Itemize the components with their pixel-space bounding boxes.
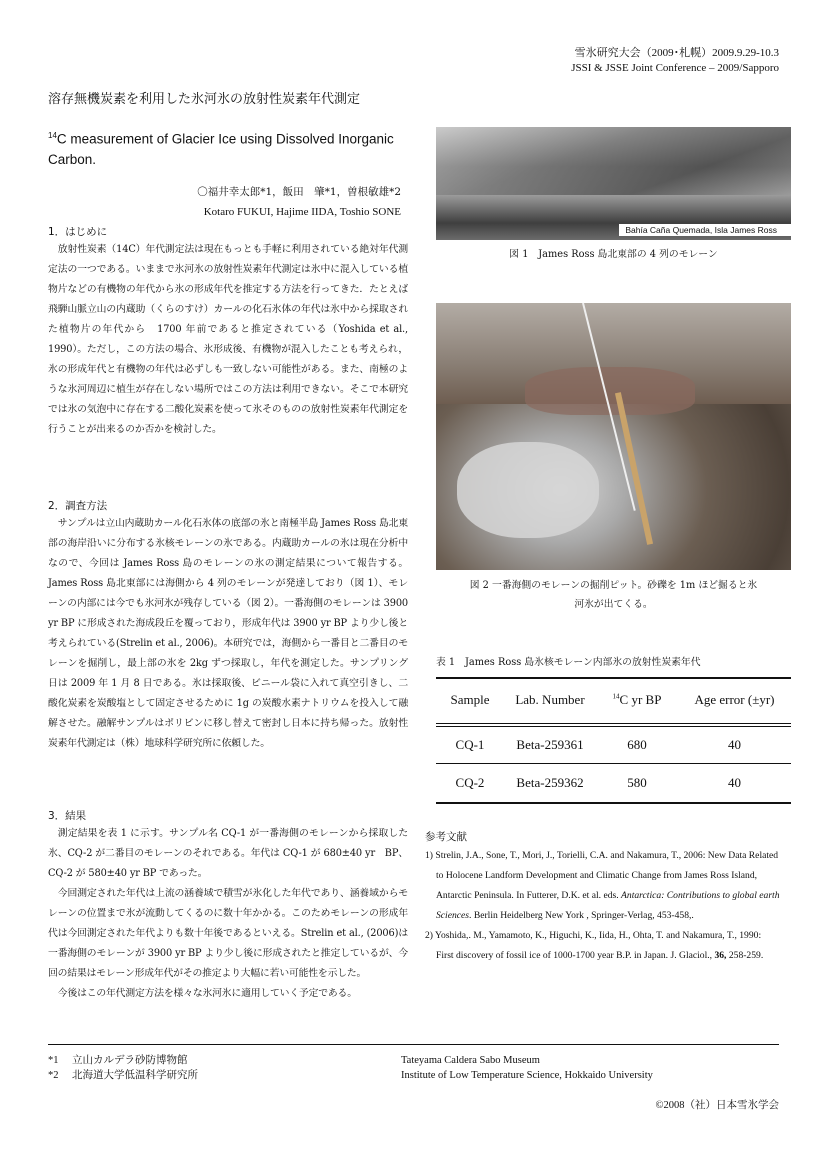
table1 — [436, 677, 791, 804]
table1-header-lab: Lab. Number — [515, 692, 585, 707]
reference-1: 1) Strelin, J.A., Sone, T., Mori, J., Torielli, C.A. and Nakamura, T., 2006: New Data Related to Holocene Landform Development and Climatic Change from James Ross Island, Antarctic Peninsula. In Futterer, D.K. et al. eds. Antarctica: Contributions to global earth Sciences. Berlin Heidelberg New York , Springer-Verlag, 453-458,. — [425, 850, 780, 921]
table1-header-age: $^{14}$C yr BP — [612, 692, 662, 707]
figure1-caption: 図 1 James Ross 島北東部の 4 列のモレーン — [509, 249, 718, 260]
copyright: ©2008（社）日本雪氷学会 — [655, 1100, 779, 1111]
table1-bottom-rule — [436, 802, 791, 804]
reference-2: 2) Yoshida,. M., Yamamoto, K., Higuchi, K., Iida, H., Ohta, T. and Nakamura, T., 1990: First discovery of fossil ice of 1000-1700 year B.P. in Japan. J. Glaciol., 36, 258-259. — [425, 930, 764, 961]
table1-header-sample: Sample — [450, 692, 490, 707]
figure1-photo-label: Bahía Caña Quemada, Isla James Ross — [619, 224, 791, 236]
table1-body — [436, 727, 791, 763]
section2-body — [48, 514, 408, 754]
conference-header — [571, 46, 779, 76]
table1-grid — [436, 679, 791, 721]
figure2-caption — [436, 576, 791, 614]
section3-paragraph-2: 今回測定された年代は上流の涵養域で積雪が氷化した年代であり、涵養域からモレーンの位置まで氷が流動してくるのに数十年かかる。このためモレーンの形成年代は今回測定された年代よりも数十年後であるといえる。Strelin et al., (2006)は一番海側のモレーンが 3900 yr BP より少し後に形成されたと推定しているが、今回の結果はモレーン形成年代がその推定より大幅に若い可能性を示した。 — [48, 888, 408, 979]
figure1-photo — [436, 127, 791, 240]
title-sup: 14 — [48, 131, 57, 140]
table1-header-error: Age error (±yr) — [694, 692, 775, 707]
table-row — [436, 727, 791, 763]
section3-heading: 3．結果 — [48, 810, 87, 822]
table1-cell-sample: CQ-1 — [455, 737, 485, 752]
footnotes-jp — [48, 1053, 198, 1083]
footnote-2-jp: *2 北海道大学低温科学研究所 — [48, 1070, 198, 1081]
table1-body-2 — [436, 764, 791, 802]
table1-cell-error: 40 — [728, 775, 741, 790]
figure2-pickaxe-handle — [615, 392, 653, 545]
table1-rule-1 — [436, 723, 791, 724]
conference-header-jp: 雪氷研究大会（2009･札幌）2009.9.29-10.3 — [574, 47, 779, 59]
figure2-caption-line1: 図 2 一番海側のモレーンの掘削ピット。砂礫を 1m ほど掘ると氷 — [469, 580, 758, 591]
footer-rule — [48, 1044, 779, 1045]
title-english: $^{14}$C measurement of Glacier Ice using Dissolved Inorganic Carbon. — [48, 131, 394, 167]
references-list — [425, 846, 781, 966]
authors-english: Kotaro FUKUI, Hajime IIDA, Toshio SONE — [203, 206, 401, 218]
references-heading: 参考文献 — [425, 831, 467, 843]
table1-header-age-sup: 14 — [612, 692, 620, 701]
table1-cell-error: 40 — [728, 737, 741, 752]
figure2-ice-exposure — [457, 442, 599, 538]
section3-paragraph-1: 測定結果を表 1 に示す。サンプル名 CQ-1 が一番海側のモレーンから採取した氷、CQ-2 が二番目のモレーンのそれである。年代は CQ-1 が 680±40 yr BP、CQ-2 が 580±40 yr BP であった。 — [48, 828, 408, 879]
table1-header-row — [436, 679, 791, 721]
table1-cell-age: 580 — [627, 775, 647, 790]
section2-paragraph: サンプルは立山内蔵助カール化石氷体の底部の氷と南極半島 James Ross 島北東部の海岸沿いに分布する氷核モレーンの氷である。内蔵助カールの氷は現在分析中なので、今回は James Ross 島のモレーンの氷の測定結果について報告する。James Ross 島北東部には海側から 4 列のモレーンが発達しており（図 1）、モレーンの内部には今でも氷河氷が残存している（図 2）。一番海側のモレーンは 3900 yr BP に形成された海成段丘を覆っており，形成年代は 3900 yr BP より少し後と考えられている(Strelin et al., 2006)。本研究では，海側から一番目と二番目のモレーンを掘削し，最上部の氷を 2kg ずつ採取し，年代を測定した。サンプリング日は 2009 年 1 月 8 日である。氷は採取後、ビニール袋に入れて真空引きし、二酸化炭素を炭酸塩として固定させるために 1g の炭酸水素ナトリウムを投入して融解させた。融解サンプルはポリビンに移し替えて密封し日本に持ち帰った。放射性炭素年代測定は（株）地球科学研究所に依頼した。 — [48, 518, 408, 749]
table1-cell-lab: Beta-259362 — [516, 775, 584, 790]
section3-body — [48, 824, 408, 1004]
authors-japanese: 〇福井幸太郎*1，飯田 肇*1，曽根敏雄*2 — [197, 186, 401, 198]
figure1-mountain — [436, 127, 791, 195]
section1-paragraph: 放射性炭素（14C）年代測定法は現在もっとも手軽に利用されている絶対年代測定法の一つである。いままで氷河氷の放射性炭素年代測定は氷中に混入している植物片などの有機物の年代から氷の形成年代を推定する方法を行ってきた．たとえば飛騨山脈立山の内蔵助（くらのすけ）カールの化石氷体の年代は氷中から採取された植物片の年代から 1700 年前であると推定されている（Yoshida et al., 1990）。ただし，この方法の場合、氷形成後、有機物が混入したことも考えられ，氷の形成年代と有機物の年代は必ずしも一致しない可能性がある。また、南極のような氷河周辺に植生が存在しない場所ではこの方法は利用できない。そこで本研究では氷の気泡中に存在する二酸化炭素を使って氷そのものの放射性炭素年代測定を行うことが出来るのか否かを検討した。 — [48, 244, 408, 435]
figure2-caption-line2: 河氷が出てくる。 — [574, 599, 653, 610]
title-japanese: 溶存無機炭素を利用した氷河氷の放射性炭素年代測定 — [48, 92, 361, 107]
table1-cell-sample: CQ-2 — [455, 775, 485, 790]
section2-heading: 2．調査方法 — [48, 500, 108, 512]
conference-header-en: JSSI & JSSE Joint Conference – 2009/Sapporo — [571, 62, 779, 74]
section1-heading: 1．はじめに — [48, 226, 108, 238]
table1-caption: 表 1 James Ross 島氷核モレーン内部氷の放射性炭素年代 — [436, 657, 701, 668]
footnote-1-jp: *1 立山カルデラ砂防博物館 — [48, 1055, 188, 1066]
footnotes-en — [401, 1053, 653, 1083]
section3-paragraph-3: 今後はこの年代測定方法を様々な氷河氷に適用していく予定である。 — [57, 988, 357, 999]
footnote-2-en: Institute of Low Temperature Science, Hokkaido University — [401, 1070, 653, 1081]
section1-body — [48, 240, 408, 440]
figure2-photo — [436, 303, 791, 570]
footnote-1-en: Tateyama Caldera Sabo Museum — [401, 1055, 540, 1066]
table-row — [436, 764, 791, 802]
table1-cell-age: 680 — [627, 737, 647, 752]
table1-cell-lab: Beta-259361 — [516, 737, 584, 752]
